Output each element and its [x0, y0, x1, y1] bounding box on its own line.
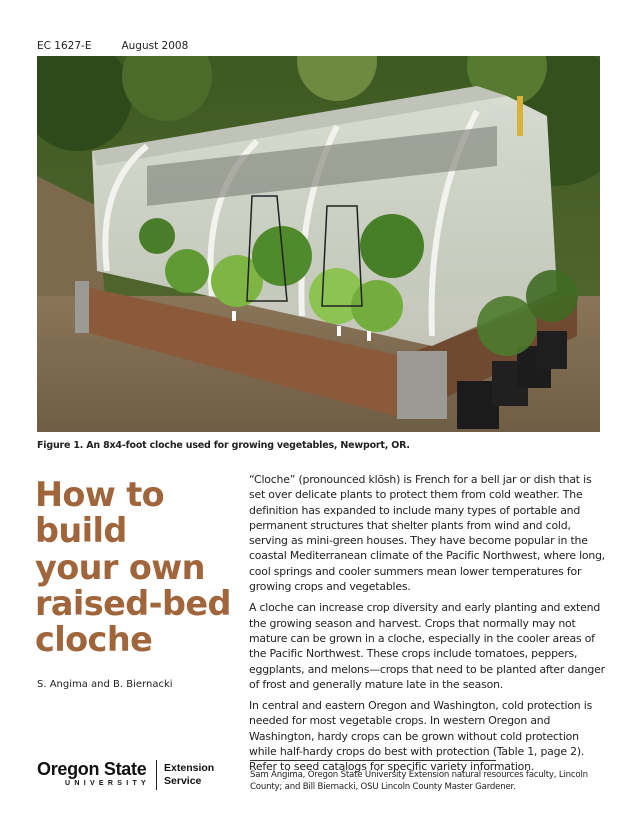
document-header	[37, 40, 188, 52]
paragraph: In central and eastern Oregon and Washington, cold protection is needed for most vegetable crops. In western Oregon and Washington, hardy crops can be grown without cold protection while half-hardy crops do best with protection (Table 1, page 2). Refer to seed catalogs for specific variety information.	[249, 699, 593, 774]
paragraph: A cloche can increase crop diversity and early planting and extend the growing season and harvest. Crops that normally may not mature can be grown in a cloche, especially in the cooler areas of the Pacific Northwest. These crops include tomatoes, peppers, eggplants, and melons—crops that need to be planted after danger of frost and generally mature late in the season.	[249, 601, 605, 691]
footnote-divider	[250, 760, 496, 761]
author-footnote: Sam Angima, Oregon State University Extension natural resources faculty, Lincoln County; and Bill Biernacki, OSU Lincoln County Master Gardener.	[250, 770, 588, 792]
authors: S. Angima and B. Biernacki	[37, 679, 173, 690]
title-line: raised-bed	[35, 583, 231, 623]
document-title	[35, 477, 235, 658]
logo-divider	[156, 760, 157, 790]
title-line: build	[35, 511, 127, 551]
publication-date: August 2008	[121, 40, 189, 52]
body-text	[249, 472, 607, 781]
title-line: cloche	[35, 620, 153, 660]
cloche-photo	[37, 56, 600, 432]
logo-extension-service: Extension Service	[164, 762, 215, 787]
title-line: How to	[35, 475, 165, 514]
figure-caption: Figure 1. An 8x4-foot cloche used for growing vegetables, Newport, OR.	[37, 440, 410, 451]
osu-extension-logo	[37, 760, 214, 790]
publication-code: EC 1627-E	[37, 40, 92, 52]
logo-university-word: UNIVERSITY	[65, 780, 151, 787]
title-line: your own	[35, 547, 205, 587]
paragraph: “Cloche” (pronounced klōsh) is French for a bell jar or dish that is set over delicate plants to protect them from cold weather. The definition has expanded to include many types of portable and permanent structures that shelter plants from wind and cold, serving as mini-green houses. They have become popular in the coastal Mediterranean climate of the Pacific Northwest, where long, cool springs and cooler summers mean lower temperatures for growing crops and vegetables.	[249, 473, 606, 594]
logo-university-name: Oregon State	[37, 759, 147, 779]
